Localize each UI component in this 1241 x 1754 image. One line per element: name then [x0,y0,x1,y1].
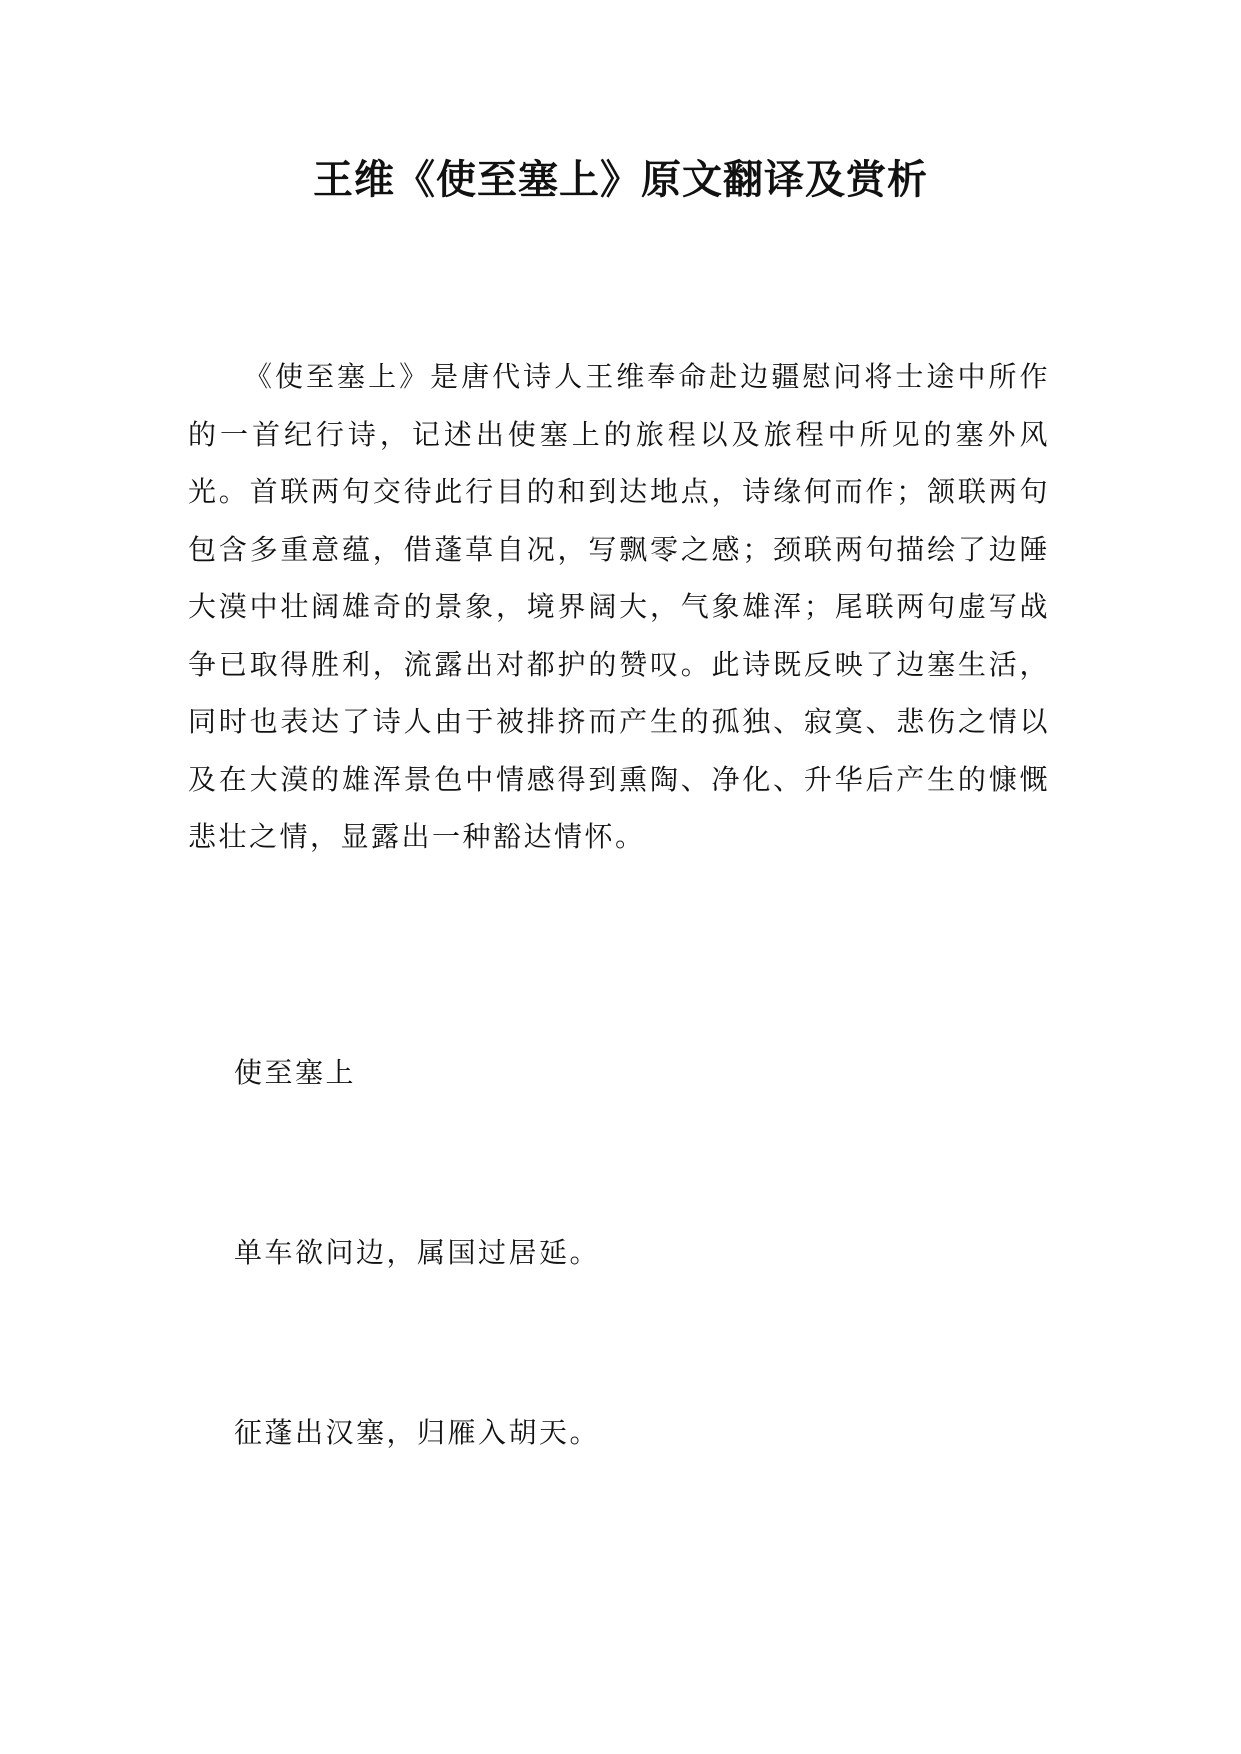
poem-line: 单车欲问边，属国过居延。 [234,1236,601,1269]
page-title: 王维《使至塞上》原文翻译及赏析 [313,157,928,203]
poem-line: 征蓬出汉塞，归雁入胡天。 [234,1416,601,1449]
poem-title: 使至塞上 [234,1056,357,1089]
intro-paragraph: 《使至塞上》是唐代诗人王维奉命赴边疆慰问将士途中所作的一首纪行诗，记述出使塞上的旅程以及旅程中所见的塞外风光。首联两句交待此行目的和到达地点，诗缘何而作；颔联两句包含多重意蕴，借蓬草自况，写飘零之感；颈联两句描绘了边陲大漠中壮阔雄奇的景象，境界阔大，气象雄浑；尾联两句虚写战争已取得胜利，流露出对都护的赞叹。此诗既反映了边塞生活，同时也表达了诗人由于被排挤而产生的孤独、寂寞、悲伤之情以及在大漠的雄浑景色中情感得到熏陶、净化、升华后产生的慷慨悲壮之情，显露出一种豁达情怀。 [188,360,1050,853]
